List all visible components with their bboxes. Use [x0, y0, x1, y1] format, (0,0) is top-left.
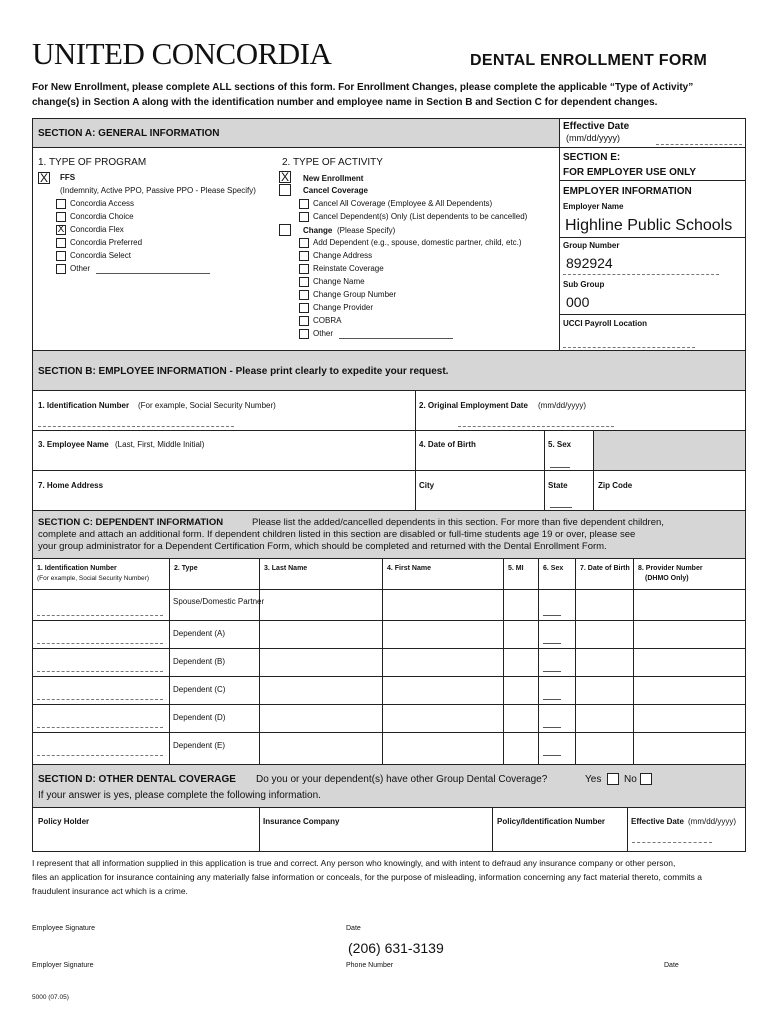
- employer-name-label: Employer Name: [563, 202, 624, 211]
- group-number-value[interactable]: 892924: [566, 255, 613, 271]
- section-c-title: SECTION C: DEPENDENT INFORMATION: [38, 517, 224, 528]
- cancel-dependents-checkbox[interactable]: [299, 212, 309, 222]
- home-address-label: 7. Home Address: [38, 481, 104, 490]
- concordia-select-label: Concordia Select: [70, 251, 131, 260]
- other-effective-date-label: Effective Date: [631, 817, 684, 826]
- dep-sex-field-a[interactable]: [543, 643, 561, 644]
- dep-id-header: 1. Identification Number: [37, 565, 117, 572]
- cobra-label: COBRA: [313, 316, 342, 325]
- other-effective-date-format: (mm/dd/yyyy): [688, 817, 736, 826]
- dep-type-b: Dependent (B): [173, 657, 226, 666]
- ffs-label: FFS: [60, 173, 76, 182]
- section-c-text-line3: your group administrator for a Dependent Certification Form, which should be completed and returned with the Dental Enrollment Form.: [38, 541, 607, 552]
- new-enrollment-checkbox[interactable]: X: [280, 170, 289, 184]
- cancel-coverage-checkbox[interactable]: [279, 184, 291, 196]
- other-coverage-yes-checkbox[interactable]: [607, 773, 619, 785]
- employer-signature-label: Employer Signature: [32, 962, 94, 969]
- section-d-title: SECTION D: OTHER DENTAL COVERAGE: [38, 774, 236, 785]
- form-title: DENTAL ENROLLMENT FORM: [470, 52, 708, 69]
- state-field[interactable]: [550, 507, 572, 508]
- dep-type-c: Dependent (C): [173, 685, 226, 694]
- employer-date-label: Date: [664, 962, 679, 969]
- cancel-dependents-label: Cancel Dependent(s) Only (List dependents to be cancelled): [313, 212, 528, 221]
- type-of-program-label: 1. TYPE OF PROGRAM: [38, 157, 147, 168]
- dep-dob-header: 7. Date of Birth: [580, 565, 630, 572]
- activity-other-field[interactable]: [339, 338, 453, 339]
- add-dependent-label: Add Dependent (e.g., spouse, domestic partner, child, etc.): [313, 238, 522, 247]
- concordia-access-label: Concordia Access: [70, 199, 135, 208]
- concordia-choice-label: Concordia Choice: [70, 212, 134, 221]
- dep-sex-field-c[interactable]: [543, 699, 561, 700]
- section-e-subtitle: FOR EMPLOYER USE ONLY: [563, 167, 696, 178]
- section-a-title: SECTION A: GENERAL INFORMATION: [38, 128, 220, 139]
- payroll-location-field[interactable]: [563, 347, 695, 348]
- city-label: City: [419, 481, 435, 490]
- dep-type-a: Dependent (A): [173, 629, 226, 638]
- group-number-label: Group Number: [563, 241, 620, 250]
- employer-information-label: EMPLOYER INFORMATION: [563, 186, 692, 197]
- change-group-number-checkbox[interactable]: [299, 290, 309, 300]
- new-enrollment-label: New Enrollment: [303, 174, 364, 183]
- concordia-choice-checkbox[interactable]: [56, 212, 66, 222]
- dep-id-field-d[interactable]: [37, 727, 163, 728]
- employee-name-note: (Last, First, Middle Initial): [115, 440, 205, 449]
- section-b-title: SECTION B: EMPLOYEE INFORMATION - Please print clearly to expedite your request.: [38, 366, 449, 377]
- cancel-all-label: Cancel All Coverage (Employee & All Dependents): [313, 199, 493, 208]
- cobra-checkbox[interactable]: [299, 316, 309, 326]
- identification-number-field[interactable]: [38, 426, 234, 427]
- phone-number-label: Phone Number: [346, 962, 394, 969]
- dep-provider-note: (DHMO Only): [645, 575, 689, 582]
- phone-number-value[interactable]: (206) 631-3139: [348, 940, 444, 956]
- dep-provider-header: 8. Provider Number: [638, 565, 703, 572]
- activity-other-label: Other: [313, 329, 334, 338]
- dep-id-field-c[interactable]: [37, 699, 163, 700]
- state-label: State: [548, 481, 568, 490]
- date-of-birth-label: 4. Date of Birth: [419, 440, 476, 449]
- other-effective-date-field[interactable]: [632, 842, 712, 843]
- effective-date-format: (mm/dd/yyyy): [566, 133, 620, 143]
- concordia-select-checkbox[interactable]: [56, 251, 66, 261]
- attestation-line2: files an application for insurance containing any materially false information or conceals, for the purpose of misleading, information concerning any fact material thereto, commits a: [32, 872, 702, 882]
- reinstate-coverage-label: Reinstate Coverage: [313, 264, 384, 273]
- reinstate-coverage-checkbox[interactable]: [299, 264, 309, 274]
- section-e-title: SECTION E:: [563, 152, 621, 163]
- dep-id-note: (For example, Social Security Number): [37, 575, 149, 582]
- program-other-field[interactable]: [96, 273, 210, 274]
- intro-text: For New Enrollment, please complete ALL sections of this form. For Enrollment Changes, please complete the applicable “Type of Activity” change(s) in Section A along with the identification number and employee name in Section B and Section C for dependent changes.: [32, 82, 694, 108]
- change-provider-checkbox[interactable]: [299, 303, 309, 313]
- change-checkbox[interactable]: [279, 224, 291, 236]
- dep-id-field-spouse[interactable]: [37, 615, 163, 616]
- change-label: Change: [303, 226, 333, 235]
- dep-sex-header: 6. Sex: [543, 565, 564, 572]
- dep-type-e: Dependent (E): [173, 741, 226, 750]
- enrollment-form: [32, 118, 746, 852]
- other-coverage-no-checkbox[interactable]: [640, 773, 652, 785]
- dep-mi-header: 5. MI: [508, 565, 524, 572]
- type-of-activity-label: 2. TYPE OF ACTIVITY: [282, 157, 383, 168]
- change-address-label: Change Address: [313, 251, 373, 260]
- cancel-all-checkbox[interactable]: [299, 199, 309, 209]
- section-c-text-line1: Please list the added/cancelled dependents in this section. For more than five dependent children,: [252, 517, 664, 528]
- activity-other-checkbox[interactable]: [299, 329, 309, 339]
- form-code: 5000 (07.05): [32, 994, 69, 1001]
- sex-label: 5. Sex: [548, 440, 572, 449]
- identification-number-note: (For example, Social Security Number): [138, 401, 276, 410]
- attestation-line3: fraudulent insurance act which is a crime.: [32, 886, 188, 896]
- insurance-company-label: Insurance Company: [263, 817, 340, 826]
- dep-id-field-a[interactable]: [37, 643, 163, 644]
- attestation-line1: I represent that all information supplied in this application is true and correct. Any person who knowingly, and with intent to defraud any insurance company or other person,: [32, 858, 676, 868]
- sex-field[interactable]: [550, 467, 570, 468]
- effective-date-label: Effective Date: [563, 121, 630, 132]
- program-other-checkbox[interactable]: [56, 264, 66, 274]
- concordia-flex-checkbox[interactable]: X: [57, 224, 65, 235]
- dep-last-name-header: 3. Last Name: [264, 565, 308, 572]
- section-d-question: Do you or your dependent(s) have other Group Dental Coverage?: [256, 774, 548, 785]
- signature-date-label: Date: [346, 925, 361, 932]
- concordia-preferred-label: Concordia Preferred: [70, 238, 143, 247]
- dep-sex-field-d[interactable]: [543, 727, 561, 728]
- section-c-text-line2: complete and attach an additional form. If dependent children listed in this section are disabled or full-time students age 19 or over, please see: [38, 529, 636, 540]
- change-name-label: Change Name: [313, 277, 365, 286]
- change-provider-label: Change Provider: [313, 303, 374, 312]
- dep-sex-field-b[interactable]: [543, 671, 561, 672]
- effective-date-field[interactable]: [656, 144, 742, 145]
- concordia-preferred-checkbox[interactable]: [56, 238, 66, 248]
- payroll-location-label: UCCI Payroll Location: [563, 319, 648, 328]
- dep-sex-field-spouse[interactable]: [543, 615, 561, 616]
- other-coverage-no-label: No: [624, 774, 637, 785]
- dep-type-d: Dependent (D): [173, 713, 226, 722]
- dep-id-field-e[interactable]: [37, 755, 163, 756]
- dep-id-field-b[interactable]: [37, 671, 163, 672]
- policy-holder-label: Policy Holder: [38, 817, 90, 826]
- ffs-checkbox[interactable]: X: [39, 171, 48, 185]
- cancel-coverage-label: Cancel Coverage: [303, 186, 368, 195]
- dep-type-header: 2. Type: [174, 565, 198, 572]
- original-employment-date-label: 2. Original Employment Date: [419, 401, 528, 410]
- original-employment-date-field[interactable]: [458, 426, 614, 427]
- section-b-gray-cell: [594, 431, 745, 470]
- dep-sex-field-e[interactable]: [543, 755, 561, 756]
- other-coverage-yes-label: Yes: [585, 774, 602, 785]
- change-group-number-label: Change Group Number: [313, 290, 397, 299]
- zip-code-label: Zip Code: [598, 481, 633, 490]
- concordia-access-checkbox[interactable]: [56, 199, 66, 209]
- identification-number-label: 1. Identification Number: [38, 401, 130, 410]
- change-address-checkbox[interactable]: [299, 251, 309, 261]
- employee-signature-label: Employee Signature: [32, 925, 96, 932]
- employer-name-value[interactable]: Highline Public Schools: [565, 217, 733, 234]
- ffs-note: (Indemnity, Active PPO, Passive PPO - Please Specify): [60, 186, 256, 195]
- employee-name-label: 3. Employee Name: [38, 440, 109, 449]
- sub-group-value[interactable]: 000: [566, 294, 590, 310]
- change-name-checkbox[interactable]: [299, 277, 309, 287]
- program-other-label: Other: [70, 264, 91, 273]
- sub-group-label: Sub Group: [563, 280, 605, 289]
- change-note: (Please Specify): [337, 226, 396, 235]
- concordia-flex-label: Concordia Flex: [70, 225, 124, 234]
- section-d-line2: If your answer is yes, please complete the following information.: [38, 790, 321, 801]
- dep-type-spouse: Spouse/Domestic Partner: [173, 597, 265, 606]
- add-dependent-checkbox[interactable]: [299, 238, 309, 248]
- original-employment-date-note: (mm/dd/yyyy): [538, 401, 586, 410]
- company-logo: UNITED CONCORDIA: [32, 36, 332, 71]
- policy-id-number-label: Policy/Identification Number: [497, 817, 606, 826]
- dep-first-name-header: 4. First Name: [387, 565, 431, 572]
